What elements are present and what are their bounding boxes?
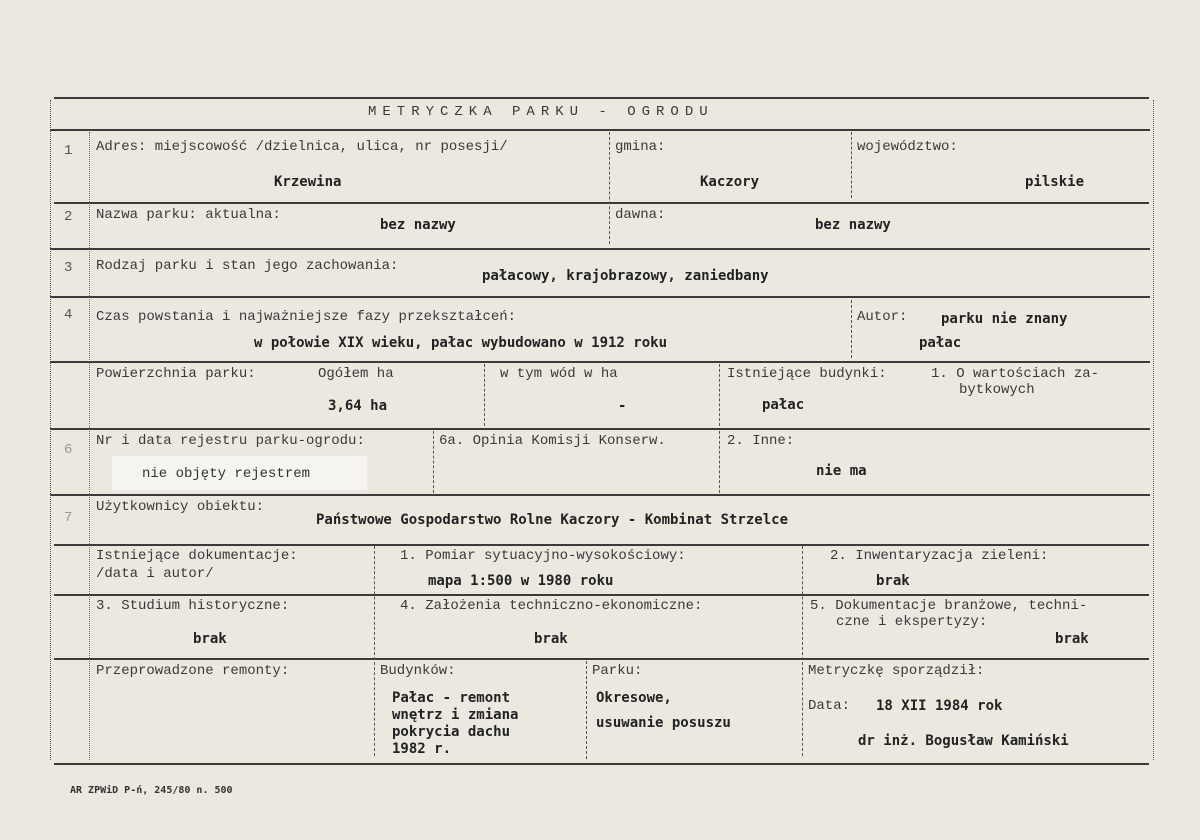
park-name-label: Nazwa parku: aktualna: — [96, 207, 281, 223]
col-sep — [609, 132, 610, 244]
row-divider — [50, 494, 1150, 496]
number-column-border — [89, 132, 90, 760]
other-label: 2. Inne: — [727, 433, 795, 449]
bottom-border — [54, 763, 1149, 765]
area-value: 3,64 ha — [328, 398, 388, 414]
row-number: 2 — [64, 209, 73, 225]
row-divider — [50, 129, 1150, 131]
row-number: 6 — [64, 442, 73, 458]
row-number: 4 — [64, 307, 73, 323]
col-sep — [374, 546, 375, 756]
branch-docs-label-2: czne i ekspertyzy: — [836, 614, 988, 630]
address-label: Adres: miejscowość /dzielnica, ulica, nr posesji/ — [96, 139, 508, 155]
historical-study-value: brak — [193, 631, 227, 647]
other-value: nie ma — [816, 463, 867, 479]
prepared-by-value: dr inż. Bogusław Kamiński — [858, 733, 1069, 749]
former-name-value: bez nazwy — [815, 217, 891, 233]
address-value: Krzewina — [274, 174, 342, 190]
building-repairs-line-4: 1982 r. — [392, 741, 452, 757]
water-area-label: w tym wód w ha — [500, 366, 618, 382]
documentation-label: Istniejące dokumentacje: — [96, 548, 298, 564]
buildings-label: Istniejące budynki: — [727, 366, 887, 382]
branch-docs-label: 5. Dokumentacje branżowe, techni- — [810, 598, 1088, 614]
park-repairs-line-2: usuwanie posuszu — [596, 715, 731, 731]
row-number: 7 — [64, 510, 73, 526]
buildings-note-2: bytkowych — [959, 382, 1035, 398]
col-sep — [433, 431, 434, 493]
greenery-inventory-label: 2. Inwentaryzacja zieleni: — [830, 548, 1049, 564]
buildings-note: 1. O wartościach za- — [931, 366, 1100, 382]
author-label: Autor: — [857, 309, 908, 325]
row-divider — [50, 428, 1150, 430]
branch-docs-value: brak — [1055, 631, 1089, 647]
park-repairs-label: Parku: — [592, 663, 643, 679]
author-palace-value: pałac — [919, 335, 962, 351]
row-divider — [54, 594, 1149, 596]
row-divider — [50, 296, 1150, 298]
documentation-sublabel: /data i autor/ — [96, 566, 214, 582]
area-label: Powierzchnia parku: — [96, 366, 256, 382]
buildings-value: pałac — [762, 397, 805, 413]
col-sep — [851, 132, 852, 198]
print-code: AR ZPWiD P-ń, 245/80 n. 500 — [70, 785, 233, 796]
row-divider — [50, 248, 1150, 250]
park-name-value: bez nazwy — [380, 217, 456, 233]
row-divider — [50, 361, 1150, 363]
col-sep — [719, 431, 720, 493]
col-sep — [802, 546, 803, 756]
history-phases-value: w połowie XIX wieku, pałac wybudowano w 1912 roku — [254, 335, 668, 351]
date-value: 18 XII 1984 rok — [876, 698, 1003, 714]
conservation-opinion-label: 6a. Opinia Komisji Konserw. — [439, 433, 666, 449]
row-divider — [54, 544, 1149, 546]
right-border — [1153, 100, 1154, 760]
card-title: METRYCZKA PARKU - OGRODU — [368, 104, 714, 120]
col-sep — [484, 364, 485, 426]
survey-label: 1. Pomiar sytuacyjno-wysokościowy: — [400, 548, 686, 564]
register-label: Nr i data rejestru parku-ogrodu: — [96, 433, 365, 449]
former-name-label: dawna: — [615, 207, 666, 223]
building-repairs-label: Budynków: — [380, 663, 456, 679]
greenery-inventory-value: brak — [876, 573, 910, 589]
history-phases-label: Czas powstania i najważniejsze fazy przekształceń: — [96, 309, 517, 325]
tech-econ-label: 4. Założenia techniczno-ekonomiczne: — [400, 598, 703, 614]
survey-value: mapa 1:500 w 1980 roku — [428, 573, 614, 589]
water-area-value: - — [618, 398, 627, 414]
voivodeship-label: województwo: — [857, 139, 958, 155]
col-sep — [851, 300, 852, 358]
col-sep — [586, 661, 587, 759]
col-sep — [719, 364, 720, 426]
park-type-label: Rodzaj parku i stan jego zachowania: — [96, 258, 399, 274]
users-label: Użytkownicy obiektu: — [96, 499, 265, 515]
building-repairs-line-3: pokrycia dachu — [392, 724, 511, 740]
prepared-by-label: Metryczkę sporządził: — [808, 663, 985, 679]
row-divider — [54, 658, 1149, 660]
users-value: Państwowe Gospodarstwo Rolne Kaczory - Kombinat Strzelce — [316, 512, 789, 528]
voivodeship-value: pilskie — [1025, 174, 1085, 190]
repairs-label: Przeprowadzone remonty: — [96, 663, 290, 679]
date-label: Data: — [808, 698, 851, 714]
historical-study-label: 3. Studium historyczne: — [96, 598, 290, 614]
row-number: 3 — [64, 260, 73, 276]
gmina-label: gmina: — [615, 139, 666, 155]
row-number: 1 — [64, 143, 73, 159]
building-repairs-line-1: Pałac - remont — [392, 690, 511, 706]
building-repairs-line-2: wnętrz i zmiana — [392, 707, 519, 723]
register-value: nie objęty rejestrem — [142, 466, 311, 482]
left-border — [50, 100, 51, 760]
park-repairs-line-1: Okresowe, — [596, 690, 672, 706]
area-total-label: Ogółem ha — [318, 366, 394, 382]
tech-econ-value: brak — [534, 631, 568, 647]
gmina-value: Kaczory — [700, 174, 760, 190]
park-type-value: pałacowy, krajobrazowy, zaniedbany — [482, 268, 769, 284]
author-value: parku nie znany — [941, 311, 1068, 327]
row-divider — [54, 202, 1149, 204]
top-border — [54, 97, 1149, 99]
